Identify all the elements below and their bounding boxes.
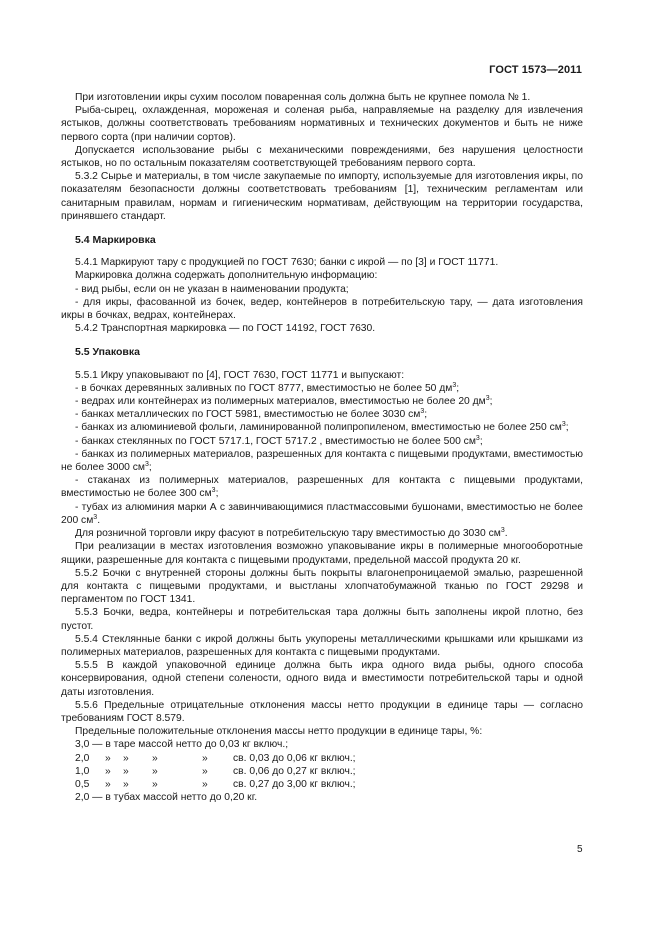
clause-5-5-1: 5.5.1 Икру упаковывают по [4], ГОСТ 7630, ГОСТ 11771 и выпускают: — [75, 369, 405, 381]
clause-5-3-2: 5.3.2 Сырье и материалы, в том числе закупаемые по импорту, используемые для изготовления икры, по показателям безопасности должны соответствовать требованиям [1], техническим регламентам или санитарным правилам, нормам и гигиеническим нормативам, действующим на территории государства, принявшего стандарт. — [61, 171, 583, 222]
superscript: 3 — [475, 434, 480, 442]
ditto-mark: » — [202, 765, 208, 777]
tolerance-row — [61, 765, 583, 778]
tolerance-line: 2,0 — в тубах массой нетто до 0,20 кг. — [75, 792, 258, 804]
paragraph: При изготовлении икры сухим посолом поваренная соль должна быть не крупнее помола № 1. — [75, 92, 531, 103]
clause-5-5-6: 5.5.6 Предельные отрицательные отклонения массы нетто продукции в единице тары — согласно требованиям ГОСТ 8.579. — [61, 699, 583, 724]
ditto-mark: » — [202, 778, 208, 790]
ditto-mark: » — [123, 752, 129, 764]
item-punct: ; — [424, 409, 428, 421]
superscript: 3 — [211, 487, 216, 495]
item-text: - тубах из алюминия марки А с завинчивающимися пластмассовыми бушонами, вместимостью не более 200 см — [61, 501, 583, 526]
paragraph: Рыба-сырец, охлажденная, мороженая и соленая рыба, направляемые на разделку для извлечения ястыков, должны соответствовать требованиям нормативных и технических документов и быть не ниже первого сорта (при наличии сортов). — [61, 105, 583, 143]
paragraph: При реализации в местах изготовления возможно упаковывание икры в полимерные многооборотные ящики, разрешенные для контакта с пищевыми продуктами, предельной массой продукта 20 кг. — [61, 541, 583, 566]
clause-5-5-5: 5.5.5 В каждой упаковочной единице должна быть икра одного вида рыбы, одного способа консервирования, одной степени солености, одного вида и вместимости потребительской тары и одной даты изготовления. — [61, 660, 583, 698]
item-punct: ; — [456, 382, 460, 394]
tolerance-range: св. 0,27 до 3,00 кг включ.; — [233, 778, 356, 790]
clause-5-5-3: 5.5.3 Бочки, ведра, контейнеры и потребительская тара должны быть заполнены икрой плотно, без пустот. — [61, 607, 583, 632]
list-item — [61, 501, 583, 527]
list-item: - вид рыбы, если он не указан в наименовании продукта; — [75, 283, 349, 295]
tolerance-row — [61, 778, 583, 791]
list-item — [61, 435, 583, 448]
superscript: 3 — [485, 395, 490, 403]
item-punct: . — [504, 528, 508, 540]
tolerance-value: 1,0 — [75, 765, 90, 777]
clause-5-4-2: 5.4.2 Транспортная маркировка — по ГОСТ 14192, ГОСТ 7630. — [75, 323, 376, 335]
ditto-mark: » — [152, 778, 158, 790]
item-punct: ; — [489, 396, 493, 408]
item-text: - банках из полимерных материалов, разрешенных для контакта с пищевыми продуктами, вместимостью не более 3000 см — [61, 448, 583, 474]
page-body — [61, 91, 583, 804]
item-text: - ведрах или контейнерах из полимерных материалов, вместимостью не более 20 дм — [75, 396, 486, 408]
item-text: - банках металлических по ГОСТ 5981, вместимостью не более 3030 см — [75, 409, 421, 421]
tolerance-range: св. 0,03 до 0,06 кг включ.; — [233, 752, 356, 764]
list-item — [61, 421, 583, 434]
ditto-mark: » — [202, 752, 208, 764]
list-item — [61, 395, 583, 408]
document-code-header: ГОСТ 1573—2011 — [489, 64, 582, 76]
ditto-mark: » — [105, 778, 111, 790]
item-punct: ; — [479, 435, 483, 447]
list-item — [61, 382, 583, 395]
ditto-mark: » — [123, 765, 129, 777]
item-text: - банках из алюминиевой фольги, ламинированной полипропиленом, вместимостью не более 250 см — [75, 422, 562, 434]
superscript: 3 — [561, 421, 566, 429]
superscript: 3 — [500, 527, 505, 535]
superscript: 3 — [145, 461, 149, 469]
item-punct: ; — [565, 422, 569, 434]
list-item — [61, 408, 583, 421]
item-text: - стаканах из полимерных материалов, разрешенных для контакта с пищевыми продуктами, вместимостью не более 300 см — [61, 475, 583, 500]
section-heading-packaging: 5.5 Упаковка — [75, 346, 140, 359]
item-punct: . — [97, 514, 101, 526]
superscript: 3 — [420, 408, 425, 416]
ditto-mark: » — [152, 752, 158, 764]
superscript: 3 — [93, 513, 98, 521]
page-number: 5 — [577, 844, 583, 855]
ditto-mark: » — [152, 765, 158, 777]
paragraph: Маркировка должна содержать дополнительную информацию: — [75, 270, 378, 282]
tolerance-value: 0,5 — [75, 778, 90, 790]
clause-5-4-1: 5.4.1 Маркируют тару с продукцией по ГОСТ 7630; банки с икрой — по [3] и ГОСТ 11771. — [75, 257, 499, 269]
item-text: - банках стеклянных по ГОСТ 5717.1, ГОСТ 5717.2 , вместимостью не более 500 см — [75, 435, 476, 447]
paragraph: Допускается использование рыбы с механическими повреждениями, без нарушения целостности ястыков, но по остальным показателям соответствующей требованиям первого сорта. — [61, 144, 583, 170]
item-punct: ; — [148, 462, 152, 474]
ditto-mark: » — [105, 765, 111, 777]
ditto-mark: » — [105, 752, 111, 764]
tolerance-row — [61, 752, 583, 765]
tolerance-line: 3,0 — в таре массой нетто до 0,03 кг включ.; — [75, 739, 289, 751]
item-text: Для розничной торговли икру фасуют в потребительскую тару вместимостью до 3030 см — [75, 528, 501, 540]
list-item — [61, 448, 583, 474]
tolerance-value: 2,0 — [75, 752, 90, 764]
section-heading-marking: 5.4 Маркировка — [75, 234, 156, 247]
list-item — [61, 474, 583, 500]
superscript: 3 — [452, 381, 457, 389]
clause-5-5-4: 5.5.4 Стеклянные банки с икрой должны быть укупорены металлическими крышками или крышками из полимерных материалов, разрешенных для контакта с пищевыми продуктами. — [61, 633, 583, 658]
ditto-mark: » — [123, 778, 129, 790]
item-text: - в бочках деревянных заливных по ГОСТ 8777, вместимостью не более 50 дм — [75, 382, 453, 394]
item-punct: ; — [215, 488, 219, 500]
paragraph: Предельные положительные отклонения массы нетто продукции в единице тары, %: — [75, 726, 483, 738]
clause-5-5-2: 5.5.2 Бочки с внутренней стороны должны быть покрыты влагонепроницаемой эмалью, разрешенной для контакта с пищевыми продуктами, и выстланы хлопчатобумажной тканью по ГОСТ 29298 и пергаментом по ГОСТ 1341. — [61, 567, 583, 606]
tolerance-range: св. 0,06 до 0,27 кг включ.; — [233, 765, 356, 777]
list-item: - для икры, фасованной из бочек, ведер, контейнеров в потребительскую тару, — дата изготовления икры в бочках, ведрах, контейнерах. — [61, 296, 583, 322]
paragraph — [61, 527, 583, 540]
